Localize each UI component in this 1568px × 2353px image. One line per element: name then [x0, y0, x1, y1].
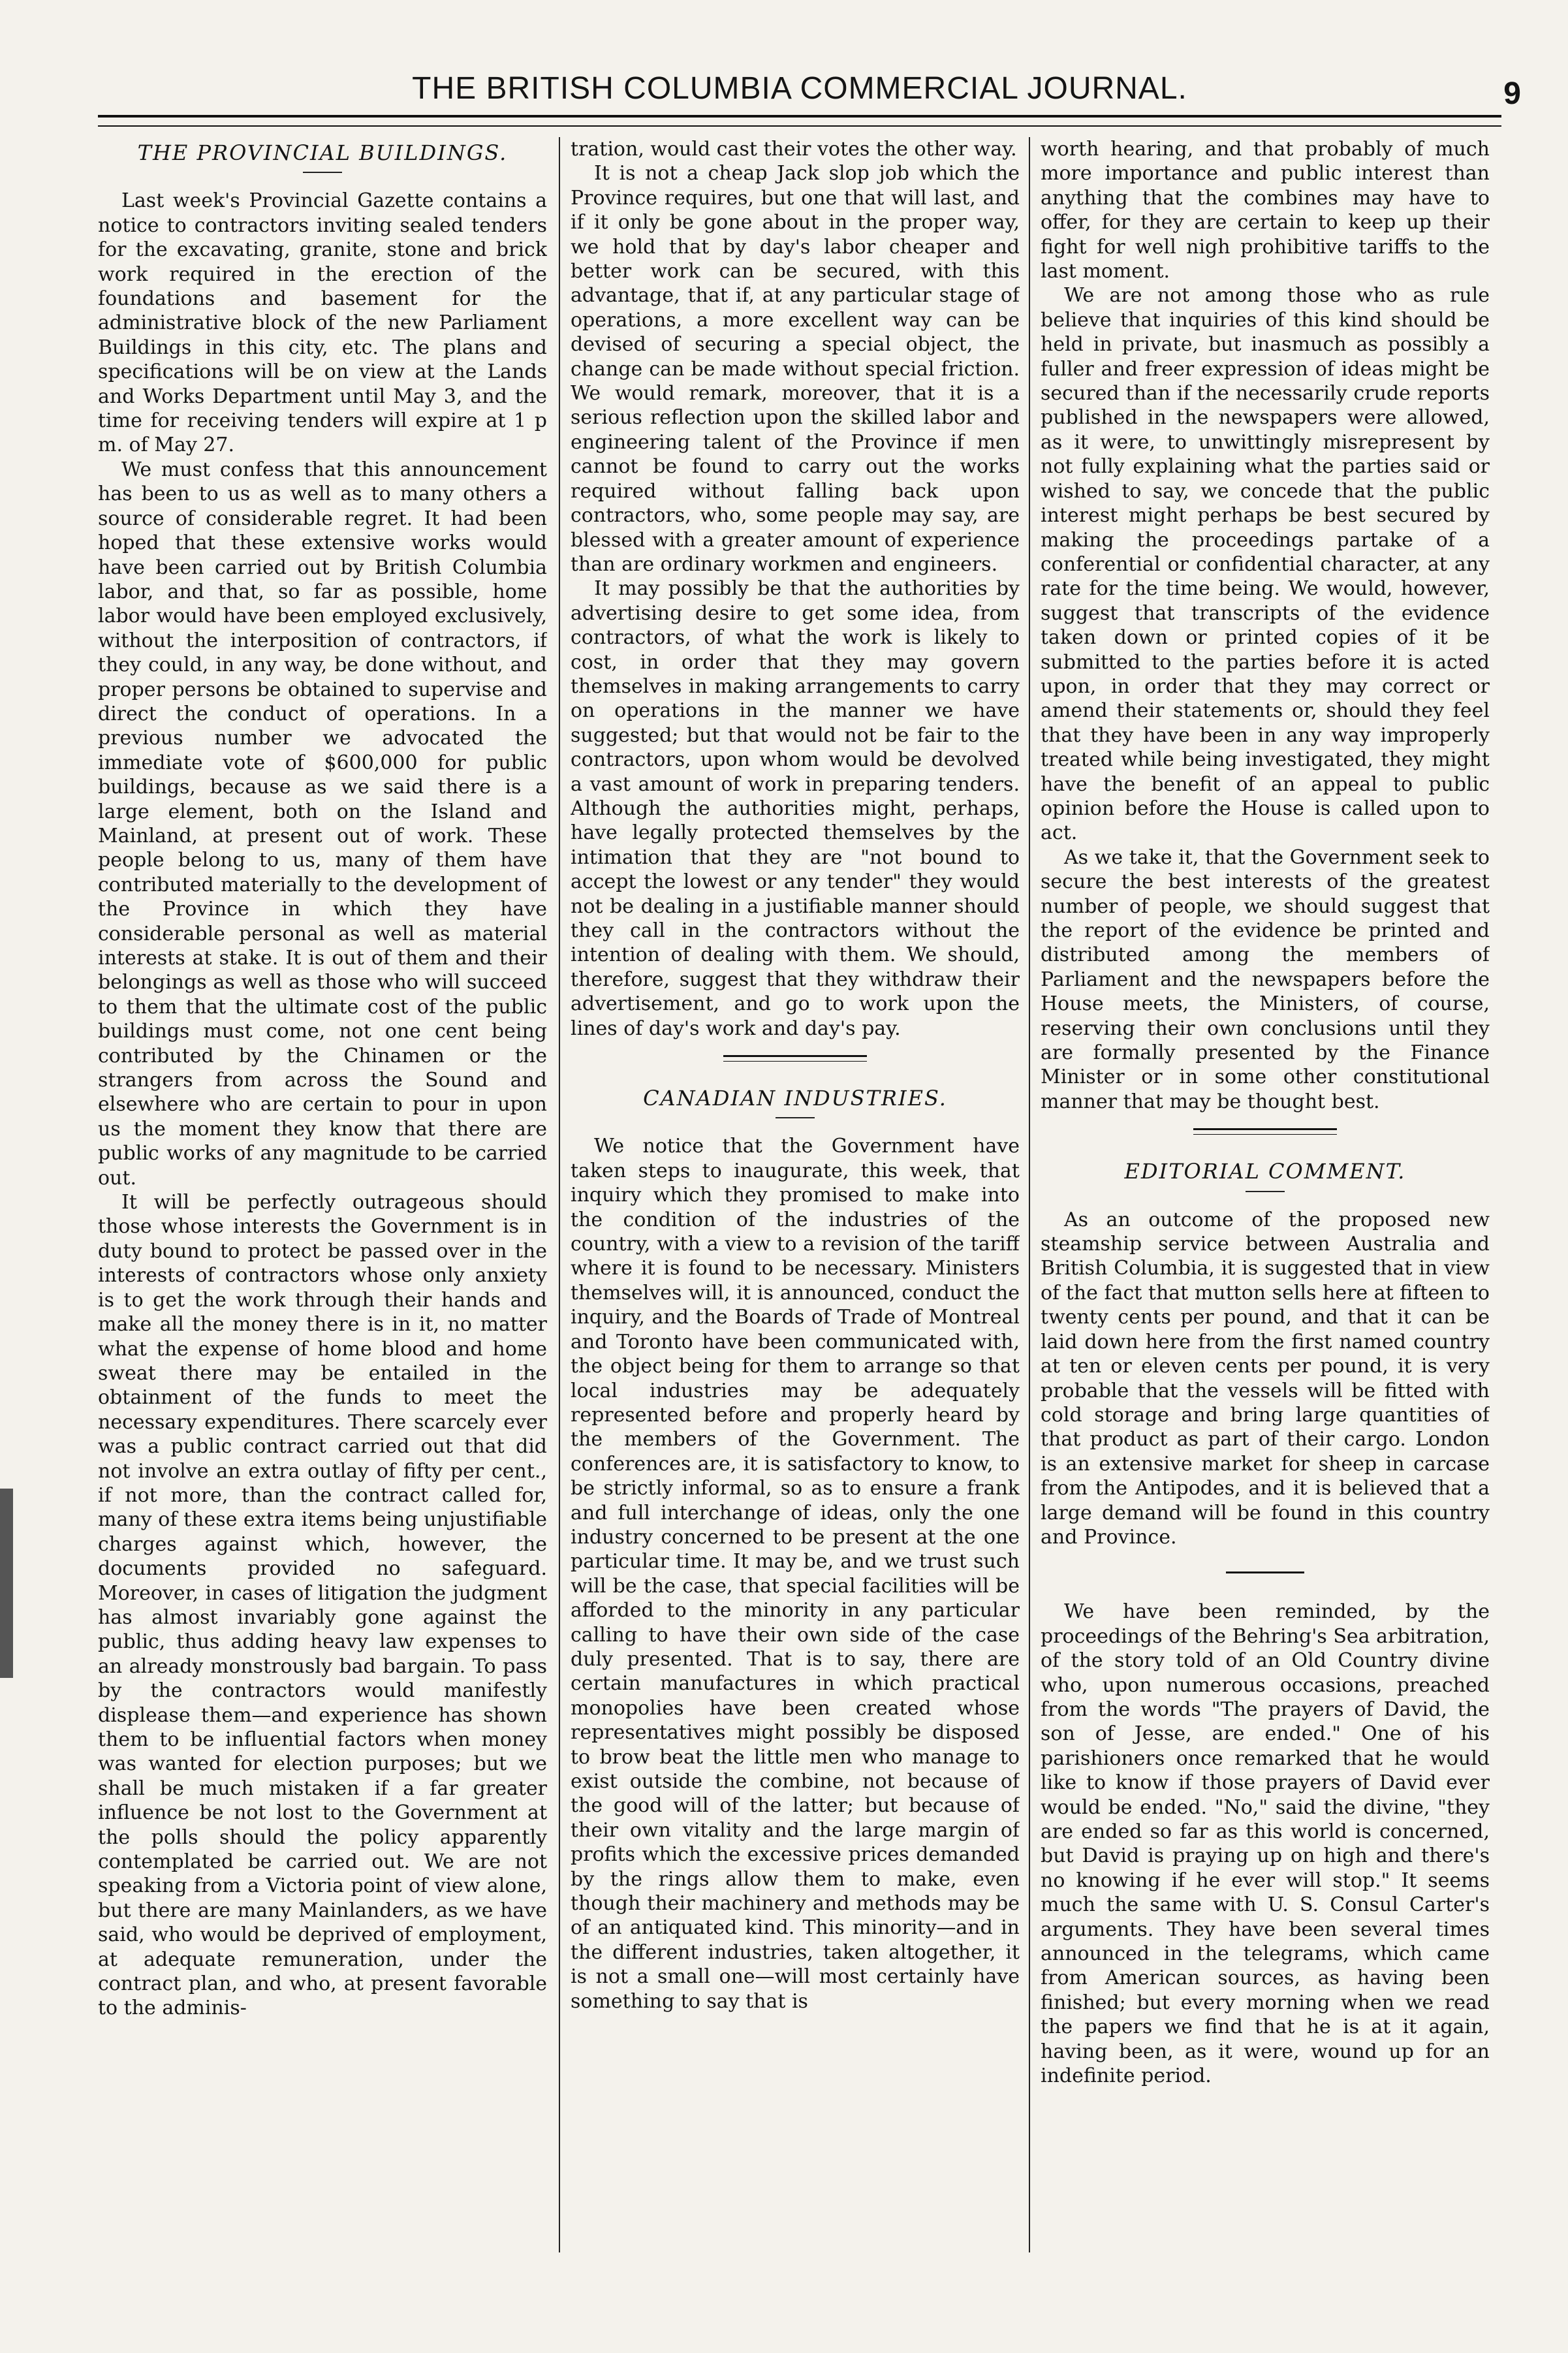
paragraph: We have been reminded, by the proceedings of the Behring's Sea arbitration, of the story told of an Old Country divine who, upon numerous occasions, preached from the words "The prayers of David, the son of Jesse, are ended." One of his parishioners once remarked that he would like to know if those prayers of David ever would be ended. "No," said the divine, "they are ended so far as this world is concerned, but David is praying up on high and there's no knowing if he ever will stop." It seems much the same with U. S. Consul Carter's arguments. They have been several times announced in the telegrams, which came from American sources, as having been finished; but every morning when we read the papers we find that he is at it again, having been, as it were, wound up for an indefinite period.: [1041, 1600, 1490, 2088]
column-3: [1041, 137, 1490, 2252]
paragraph: It will be perfectly outrageous should those whose interests the Government is in duty bound to protect be passed over in the interests of contractors whose only anxiety is to get the work through their hands and make all the money there is in it, no matter what the expense of home blood and home sweat there may be entailed in the obtainment of the funds to meet the necessary expenditures. There scarcely ever was a public contract carried out that did not involve an extra outlay of fifty per cent., if not more, than the contract called for, many of these extra items being unjustifiable charges against which, however, the documents provided no safeguard. Moreover, in cases of litigation the judgment has almost invariably gone against the public, thus adding heavy law expenses to an already monstrously bad bargain. To pass by the contractors would manifestly displease them—and experience has shown them to be influential factors when money was wanted for election purposes; but we shall be much mistaken if a far greater influence be not lost to the Government at the polls should the policy apparently contemplated be carried out. We are not speaking from a Victoria point of view alone, but there are many Mainlanders, as we have said, who would be deprived of employment, at adequate remuneration, under the contract plan, and who, at present favorable to the adminis-: [98, 1191, 547, 2020]
paragraph: It may possibly be that the authorities by advertising desire to get some idea, from contractors, of what the work is likely to cost, in order that they may govern themselves in making arrangements to carry on operations in the manner we have suggested; but that would not be fair to the contractors, upon whom would be devolved a vast amount of work in preparing tenders. Although the authorities might, perhaps, have legally protected themselves by the intimation that they are "not bound to accept the lowest or any tender" they would not be dealing in a justifiable manner should they call in the contractors without the intention of dealing with them. We should, therefore, suggest that they withdraw their advertisement, and go to work upon the lines of day's work and day's pay.: [571, 577, 1020, 1040]
heading-dash: [303, 172, 342, 173]
paragraph: worth hearing, and that probably of much more importance and public interest than anything that the combines may have to offer, for they are certain to keep up their fight for well nigh prohibitive tariffs to the last moment.: [1041, 138, 1490, 283]
article-separator: [1193, 1128, 1337, 1135]
journal-title: THE BRITISH COLUMBIA COMMERCIAL JOURNAL.: [412, 71, 1187, 106]
article-heading: EDITORIAL COMMENT.: [1124, 1159, 1406, 1184]
column-1: [98, 137, 547, 2252]
paragraph: tration, would cast their votes the other way.: [571, 138, 1017, 161]
header-rule-thin: [98, 125, 1501, 127]
page-number: 9: [1503, 76, 1521, 111]
column-divider: [559, 137, 560, 2252]
article-heading: CANADIAN INDUSTRIES.: [643, 1086, 947, 1111]
article-separator: [723, 1055, 867, 1062]
paragraph: We are not among those who as rule believe that inquiries of this kind should be held in private, but inasmuch as possibly a fuller and freer expression of ideas might be secured than if the necessarily crude reports published in the newspapers were allowed, as it were, to unwittingly misrepresent by not fully explaining what the parties said or wished to say, we concede that the public interest might perhaps be best secured by making the proceedings partake of a conferential or confidential character, at any rate for the time being. We would, however, suggest that transcripts of the evidence taken down or printed copies of it be submitted to the parties before it is acted upon, in order that they may correct or amend their statements or, should they feel that they have been in any way improperly treated while being investigated, they might have the benefit of an appeal to public opinion before the House is called upon to act.: [1041, 284, 1490, 845]
paragraph: It is not a cheap Jack slop job which the Province requires, but one that will last, and if it only be gone about in the proper way, we hold that by day's labor cheaper and better work can be secured, with this advantage, that if, at any particular stage of operations, a more excellent way can be devised of securing a special object, the change can be made without special friction. We would remark, moreover, that it is a serious reflection upon the skilled labor and engineering talent of the Province if men cannot be found to carry out the works required without falling back upon contractors, who, some people may say, are blessed with a greater amount of experience than are ordinary workmen and engineers.: [571, 162, 1020, 576]
article-heading: THE PROVINCIAL BUILDINGS.: [137, 140, 508, 165]
column-2: [571, 137, 1020, 2252]
paragraph: As we take it, that the Government seek to secure the best interests of the greatest number of people, we should suggest that the report of the evidence be printed and distributed among the members of Parliament and the newspapers before the House meets, the Ministers, of course, reserving their own conclusions until they are formally presented by the Finance Minister or in some other constitutional manner that may be thought best.: [1041, 845, 1490, 1113]
paragraph: We must confess that this announcement has been to us as well as to many others a source of considerable regret. It had been hoped that these extensive works would have been carried out by British Columbia labor, and that, so far as possible, home labor would have been employed exclusively, without the interposition of contractors, if they could, in any way, be done without, and proper persons be obtained to supervise and direct the conduct of operations. In a previous number we advocated the immediate vote of $600,000 for public buildings, because as we said there is a large element, both on the Island and Mainland, at present out of work. These people belong to us, many of them have contributed materially to the development of the Province in which they have considerable personal as well as material interests at stake. It is out of them and their belongings as well as those who will succeed to them that the ultimate cost of the public buildings must come, not one cent being contributed by the Chinamen or the strangers from across the Sound and elsewhere who are certain to pour in upon us the moment they know that there are public works of any magnitude to be carried out.: [98, 458, 547, 1190]
paragraph: As an outcome of the proposed new steamship service between Australia and British Columbia, it is suggested that in view of the fact that mutton sells here at fifteen to twenty cents per pound, and that it can be laid down here from the first named country at ten or eleven cents per pound, it is very probable that the vessels will be fitted with cold storage and bring large quantities of that product as part of their cargo. London is an extensive market for sheep in carcase from the Antipodes, and it is believed that a large demand will be found in this country and Province.: [1041, 1208, 1490, 1549]
paragraph: We notice that the Government have taken steps to inaugurate, this week, that inquiry which they promised to make into the condition of the industries of the country, with a view to a revision of the tariff where it is found to be necessary. Ministers themselves will, it is announced, conduct the inquiry, and the Boards of Trade of Montreal and Toronto have been communicated with, the object being for them to arrange so that local industries may be adequately represented before and properly heard by the members of the Government. The conferences are, it is satisfactory to know, to be strictly informal, so as to ensure a frank and full interchange of ideas, only the one industry concerned to be present at the one particular time. It may be, and we trust such will be the case, that special facilities will be afforded to the minority in any particular calling to have their own side of the case duly presented. That is to say, there are certain manufactures in which practical monopolies have been created whose representatives might possibly be disposed to brow beat the little men who manage to exist outside the combine, not because of the good will of the latter; but because of their own vitality and the large margin of profits which the excessive prices demanded by the rings allow them to make, even though their machinery and methods may be of an antiquated kind. This minority—and in the different industries, taken altogether, it is not a small one—will most certainly have something to say that is: [571, 1135, 1020, 2013]
scan-edge-mark: [0, 1489, 13, 1678]
item-separator: [1226, 1571, 1304, 1573]
heading-dash: [1246, 1191, 1285, 1192]
masthead: [98, 71, 1521, 129]
heading-dash: [776, 1117, 815, 1118]
paragraph: Last week's Provincial Gazette contains a notice to contractors inviting sealed tenders for the excavating, granite, stone and brick work required in the erection of the foundations and basement for the administrative block of the new Parliament Buildings in this city, etc. The plans and specifications will be on view at the Lands and Works Department until May 3, and the time for receiving tenders will expire at 1 p m. of May 27.: [98, 189, 547, 457]
column-divider: [1029, 137, 1030, 2252]
header-rule: [98, 115, 1501, 118]
